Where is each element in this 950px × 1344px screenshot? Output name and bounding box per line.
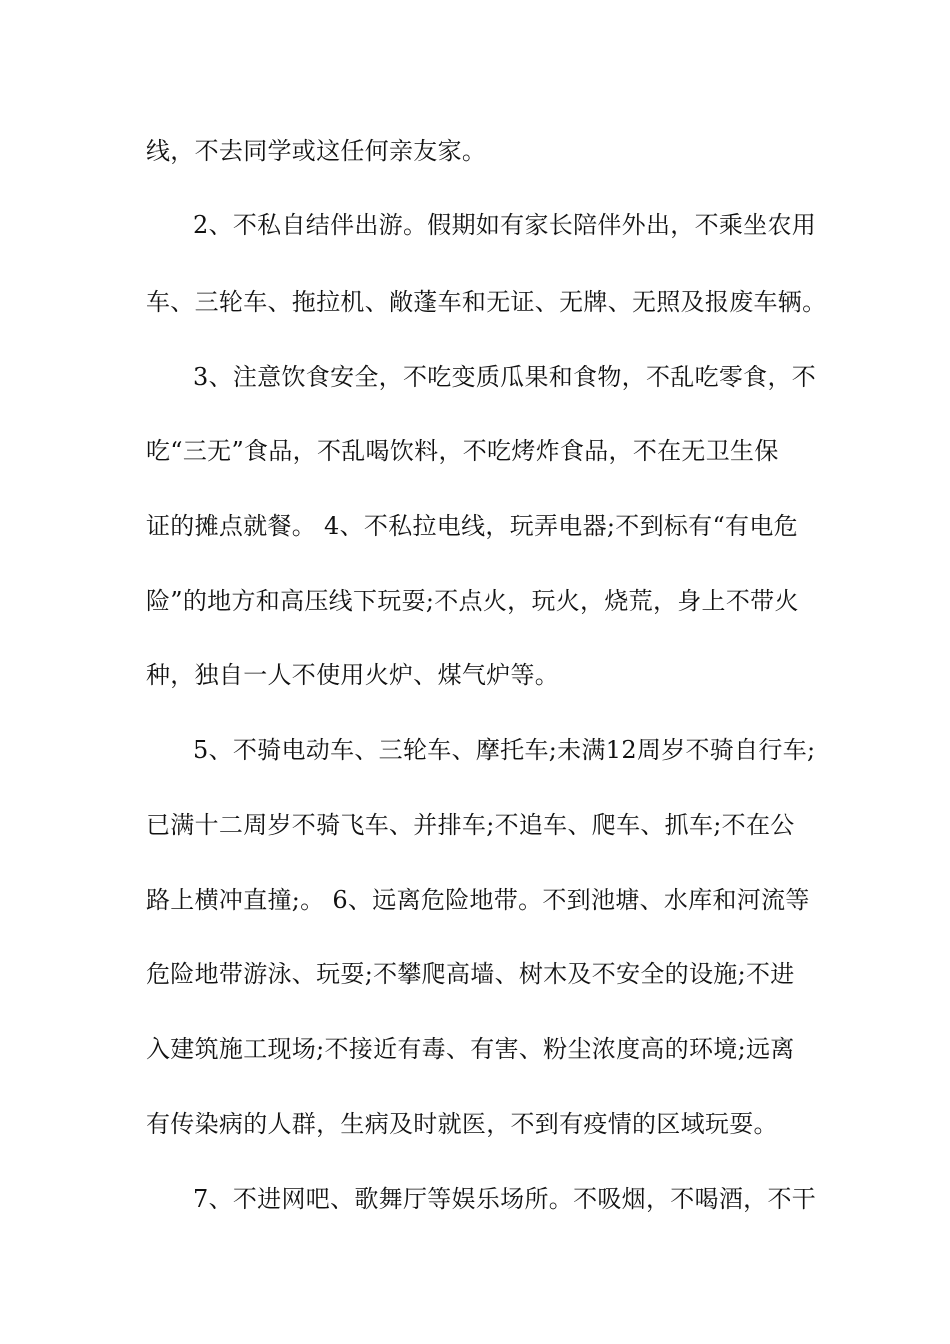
text-line: 路上横冲直撞;。 6、远离危险地带。不到池塘、水库和河流等 [146, 886, 810, 914]
text-line: 车、三轮车、拖拉机、敞蓬车和无证、无牌、无照及报废车辆。 [146, 288, 827, 316]
text-line: 线，不去同学或这任何亲友家。 [146, 137, 487, 165]
text-line: 7、不进网吧、歌舞厅等娱乐场所。不吸烟，不喝酒，不干 [193, 1185, 817, 1213]
text-line: 2、不私自结伴出游。假期如有家长陪伴外出，不乘坐农用 [193, 211, 817, 239]
text-line: 吃“三无”食品，不乱喝饮料，不吃烤炸食品，不在无卫生保 [146, 437, 779, 465]
text-line: 5、不骑电动车、三轮车、摩托车;未满12周岁不骑自行车; [193, 736, 816, 764]
text-line: 入建筑施工现场;不接近有毒、有害、粉尘浓度高的环境;远离 [146, 1035, 795, 1063]
text-line: 已满十二周岁不骑飞车、并排车;不追车、爬车、抓车;不在公 [146, 811, 795, 839]
text-line: 3、注意饮食安全，不吃变质瓜果和食物，不乱吃零食，不 [193, 363, 817, 391]
text-line: 险”的地方和高压线下玩耍;不点火，玩火，烧荒，身上不带火 [146, 587, 799, 615]
text-line: 种，独自一人不使用火炉、煤气炉等。 [146, 661, 560, 689]
text-line: 证的摊点就餐。 4、不私拉电线，玩弄电器;不到标有“有电危 [146, 512, 798, 540]
text-line: 危险地带游泳、玩耍;不攀爬高墙、树木及不安全的设施;不进 [146, 960, 795, 988]
text-line: 有传染病的人群，生病及时就医，不到有疫情的区域玩耍。 [146, 1110, 778, 1138]
